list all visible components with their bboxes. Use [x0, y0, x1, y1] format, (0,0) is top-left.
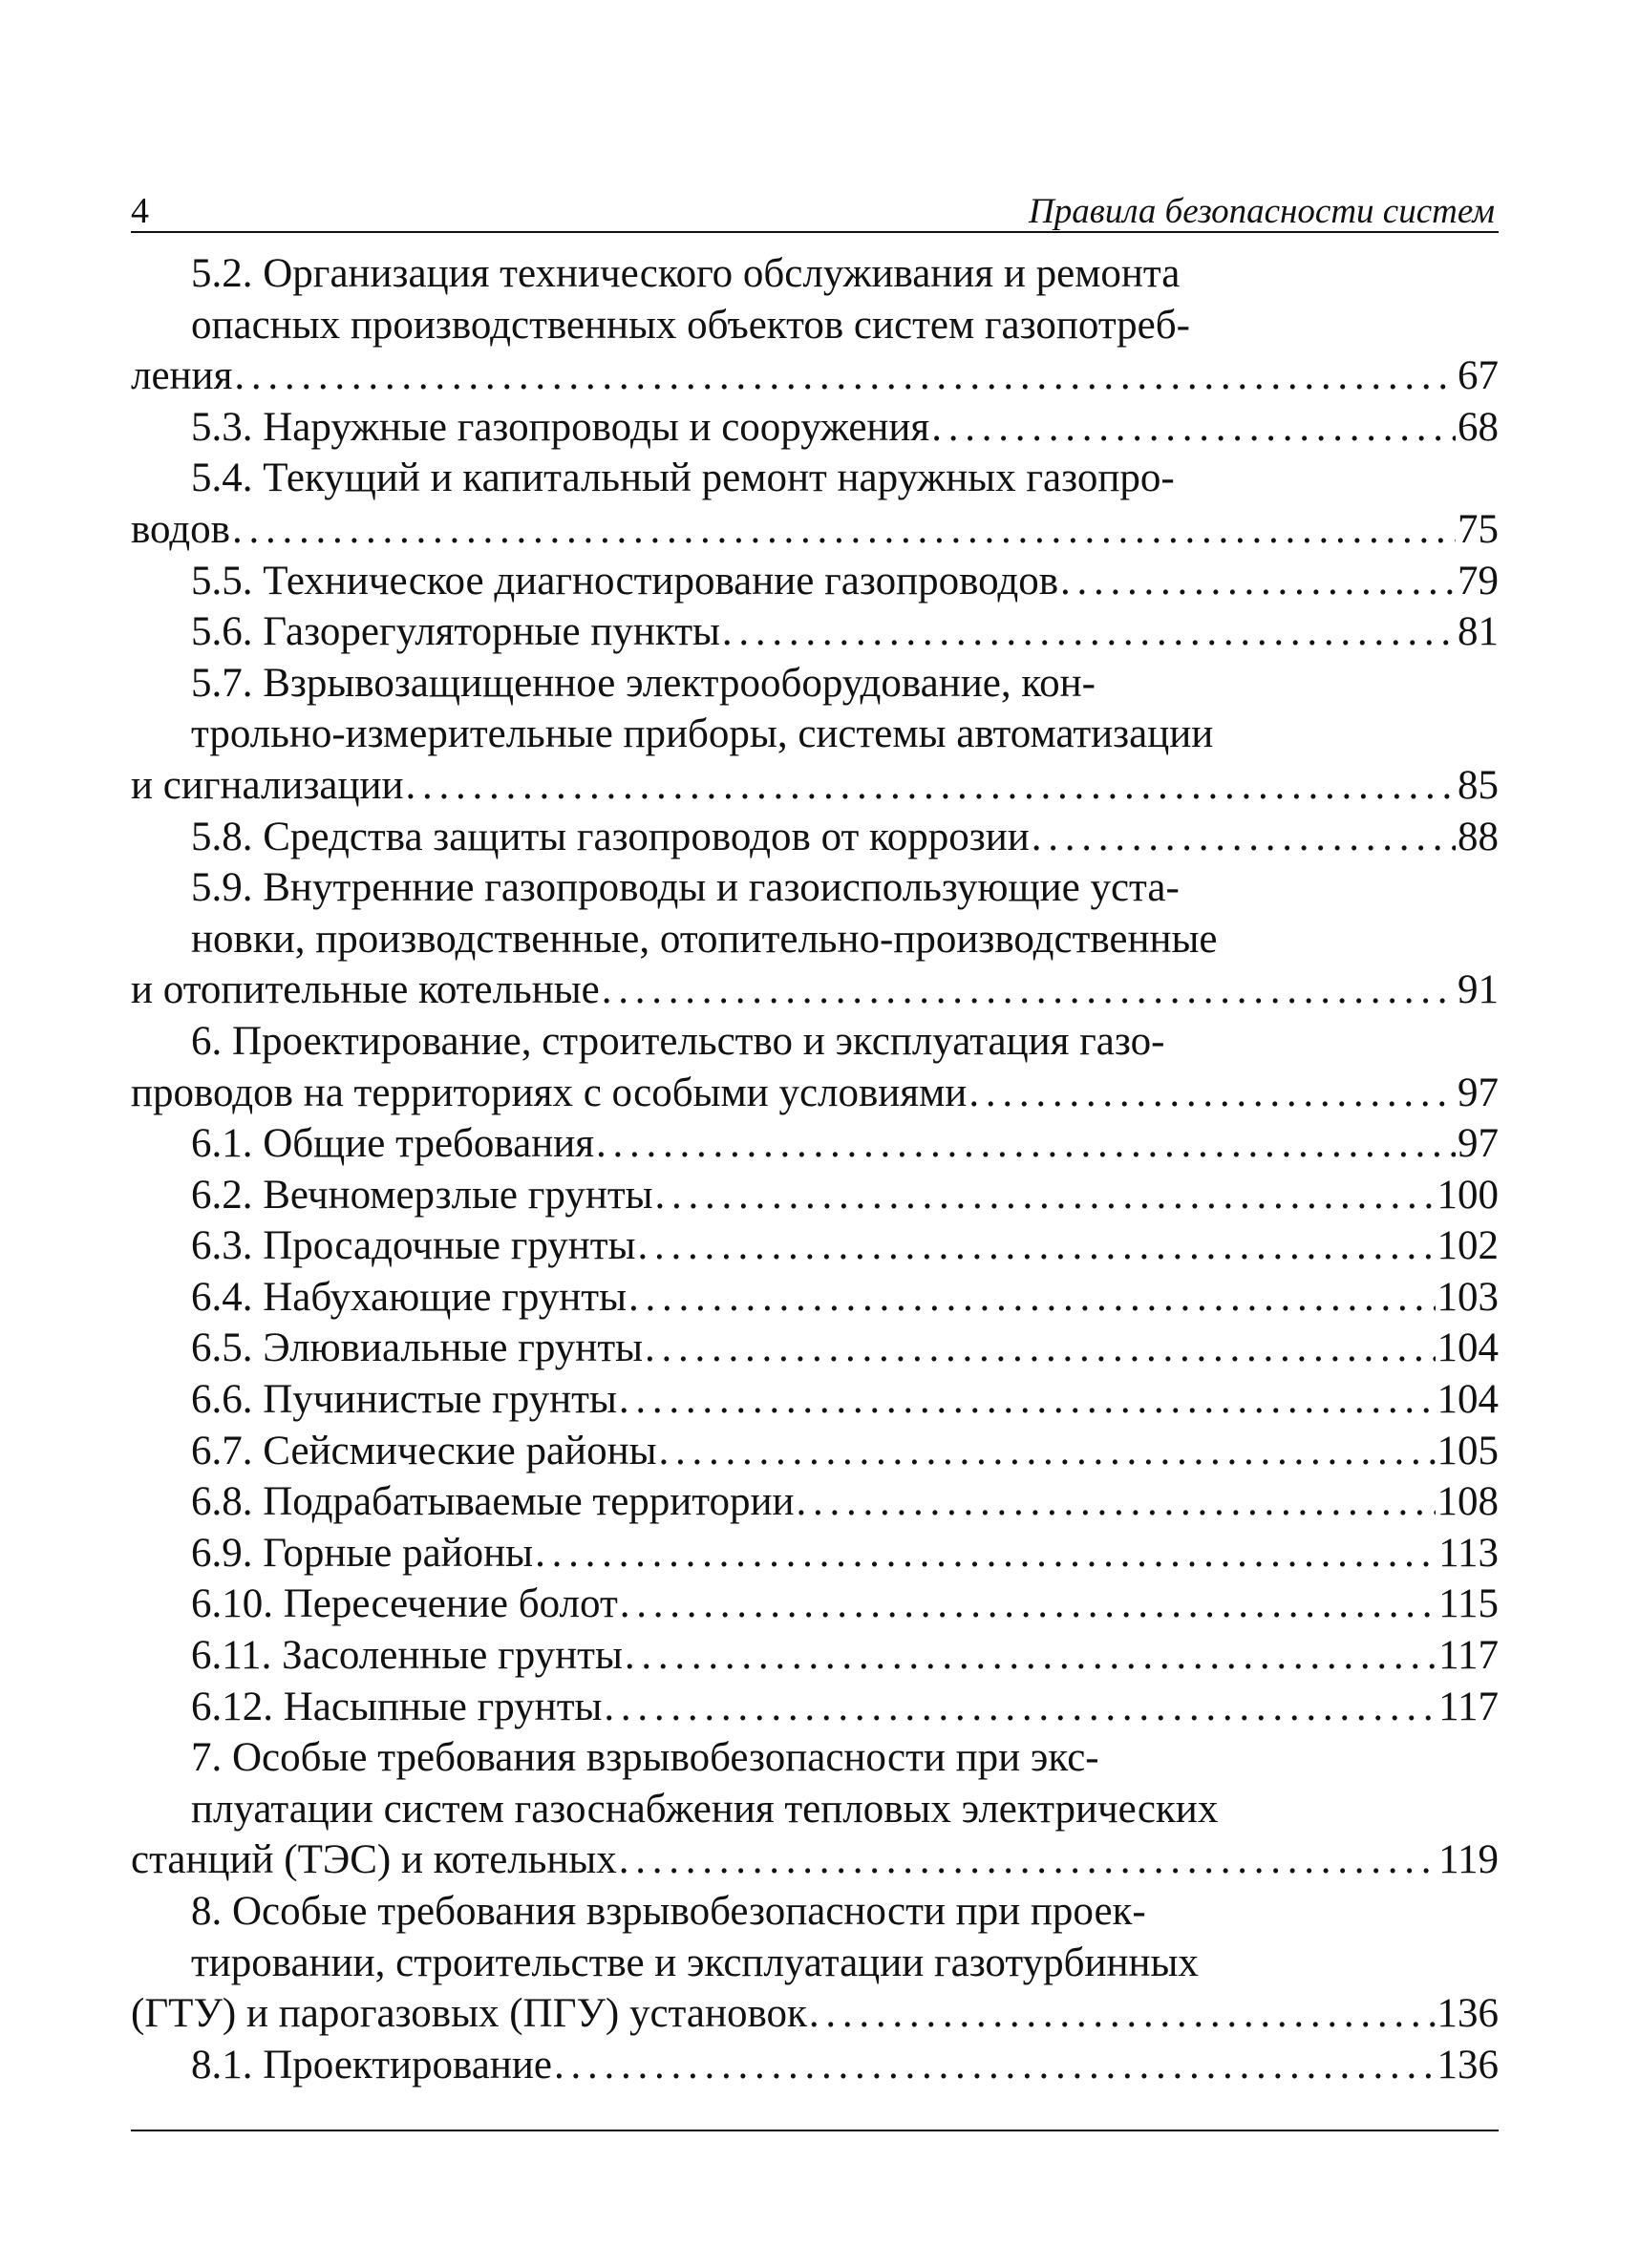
toc-page-number: 75	[1458, 506, 1499, 552]
toc-entry-title: 6.7. Сейсмические районы	[191, 1428, 657, 1473]
toc-page-number: 85	[1458, 762, 1499, 808]
dot-leader	[1060, 556, 1456, 607]
dot-leader	[809, 1988, 1436, 2040]
dot-leader	[797, 1476, 1436, 1528]
toc-entry-title: 5.3. Наружные газопроводы и сооружения	[191, 404, 930, 450]
toc-entry[interactable]	[131, 1426, 1499, 1477]
toc-entry-line: 5.9. Внутренние газопроводы и газоиспользующие уста-	[191, 865, 1180, 911]
toc-page-number: 104	[1437, 1377, 1499, 1423]
toc-entry-title: ления	[131, 353, 233, 399]
toc-entry-line: новки, производственные, отопительно-производственные	[191, 916, 1218, 962]
dot-leader	[232, 504, 1456, 556]
toc-entry-line: тировании, строительстве и эксплуатации газотурбинных	[191, 1939, 1199, 1985]
toc-entry-title: проводов на территориях с особыми условиями	[131, 1070, 968, 1115]
toc-entry[interactable]	[131, 1118, 1499, 1170]
toc-page-number: 115	[1438, 1581, 1499, 1627]
toc-entry[interactable]	[131, 1579, 1499, 1630]
toc-entry-line: 6. Проектирование, строительство и эксплуатация газо-	[191, 1018, 1165, 1064]
toc-entry-title: 5.6. Газорегуляторные пункты	[191, 609, 720, 655]
toc-entry-title: и сигнализации	[131, 762, 404, 808]
toc-page-number: 119	[1438, 1837, 1499, 1883]
toc-entry[interactable]	[131, 1272, 1499, 1324]
dot-leader	[931, 402, 1456, 454]
dot-leader	[722, 606, 1456, 658]
toc-entry-title: 6.3. Просадочные грунты	[191, 1223, 636, 1269]
toc-entry-line: 8. Особые требования взрывобезопасности при проек-	[191, 1889, 1146, 1934]
toc-entry-title: 5.8. Средства защиты газопроводов от коррозии	[191, 814, 1030, 859]
toc-entry[interactable]	[131, 1016, 1499, 1118]
toc-entry[interactable]	[131, 1528, 1499, 1579]
toc-entry-line: трольно-измерительные приборы, системы автоматизации	[191, 711, 1214, 757]
running-header	[131, 181, 1499, 233]
toc-page-number: 108	[1437, 1479, 1499, 1525]
dot-leader	[619, 1374, 1436, 1426]
toc-entry-title: водов	[131, 506, 230, 552]
toc-entry[interactable]	[131, 1630, 1499, 1682]
book-page	[131, 181, 1499, 2090]
toc-page-number: 68	[1458, 404, 1499, 450]
toc-entry[interactable]	[131, 862, 1499, 1016]
toc-entry-title: станций (ТЭС) и котельных	[131, 1837, 617, 1883]
toc-entry[interactable]	[131, 812, 1499, 863]
toc-entry-line: 5.2. Организация технического обслуживания и ремонта	[191, 251, 1181, 296]
toc-entry[interactable]	[131, 1682, 1499, 1733]
toc-entry[interactable]	[131, 1220, 1499, 1272]
toc-entry-title: (ГТУ) и парогазовых (ПГУ) установок	[131, 1991, 807, 2037]
dot-leader	[1032, 812, 1456, 863]
toc-entry[interactable]	[131, 1732, 1499, 1886]
toc-entry-title: 6.11. Засоленные грунты	[191, 1633, 623, 1679]
bottom-rule	[131, 2130, 1499, 2131]
toc-entry[interactable]	[131, 402, 1499, 454]
dot-leader	[596, 1118, 1456, 1170]
page-number: 4	[131, 191, 149, 231]
toc-entry-line: 7. Особые требования взрывобезопасности при экс-	[191, 1735, 1099, 1781]
toc-entry[interactable]	[131, 248, 1499, 402]
toc-page-number: 105	[1437, 1428, 1499, 1473]
toc-entry[interactable]	[131, 1323, 1499, 1374]
toc-page-number: 81	[1458, 609, 1499, 655]
toc-entry-title: 5.5. Техническое диагностирование газопроводов	[191, 558, 1059, 604]
toc-entry-title: 6.10. Пересечение болот	[191, 1581, 618, 1627]
dot-leader	[554, 2040, 1436, 2091]
toc-entry[interactable]	[131, 1170, 1499, 1221]
toc-entry-title: и отопительные котельные	[131, 967, 600, 1013]
toc-page-number: 100	[1437, 1172, 1499, 1218]
toc-page-number: 91	[1458, 967, 1499, 1013]
toc-page-number: 117	[1438, 1633, 1499, 1679]
toc-entry[interactable]	[131, 453, 1499, 555]
toc-page-number: 117	[1438, 1684, 1499, 1729]
toc-page-number: 102	[1437, 1223, 1499, 1269]
toc-entry-title: 6.2. Вечномерзлые грунты	[191, 1172, 653, 1218]
toc-entry[interactable]	[131, 658, 1499, 812]
toc-entry-title: 8.1. Проектирование	[191, 2042, 552, 2088]
dot-leader	[645, 1323, 1436, 1374]
toc-page-number: 136	[1437, 2042, 1499, 2088]
toc-entry-title: 6.12. Насыпные грунты	[191, 1684, 603, 1729]
dot-leader	[406, 760, 1456, 812]
toc-entry-title: 6.9. Горные районы	[191, 1530, 534, 1576]
toc-page-number: 113	[1438, 1530, 1499, 1576]
toc-page-number: 136	[1437, 1991, 1499, 2037]
toc-page-number: 104	[1437, 1325, 1499, 1371]
toc-entry-line: плуатации систем газоснабжения тепловых электрических	[191, 1786, 1219, 1832]
table-of-contents	[131, 248, 1499, 2090]
toc-page-number: 88	[1458, 814, 1499, 859]
dot-leader	[535, 1528, 1437, 1579]
dot-leader	[620, 1579, 1437, 1630]
toc-entry[interactable]	[131, 2040, 1499, 2091]
dot-leader	[637, 1220, 1435, 1272]
toc-page-number: 79	[1458, 558, 1499, 604]
toc-entry[interactable]	[131, 1886, 1499, 2040]
toc-entry-title: 6.5. Элювиальные грунты	[191, 1325, 643, 1371]
running-title: Правила безопасности систем	[1029, 192, 1495, 231]
toc-entry[interactable]	[131, 556, 1499, 607]
dot-leader	[968, 1068, 1456, 1119]
toc-page-number: 97	[1458, 1121, 1499, 1167]
toc-entry-title: 6.1. Общие требования	[191, 1121, 595, 1167]
dot-leader	[658, 1426, 1435, 1477]
dot-leader	[619, 1834, 1437, 1886]
toc-entry[interactable]	[131, 1476, 1499, 1528]
dot-leader	[602, 964, 1456, 1016]
dot-leader	[604, 1682, 1437, 1733]
toc-entry[interactable]	[131, 606, 1499, 658]
toc-entry-title: 6.4. Набухающие грунты	[191, 1274, 627, 1320]
toc-page-number: 67	[1458, 353, 1499, 399]
toc-entry-title: 6.8. Подрабатываемые территории	[191, 1479, 795, 1525]
toc-page-number: 103	[1437, 1274, 1499, 1320]
dot-leader	[234, 350, 1456, 402]
dot-leader	[628, 1272, 1436, 1324]
toc-entry-line: 5.7. Взрывозащищенное электрооборудование, кон-	[191, 660, 1096, 706]
toc-page-number: 97	[1458, 1070, 1499, 1115]
dot-leader	[655, 1170, 1436, 1221]
toc-entry-line: опасных производственных объектов систем газопотреб-	[191, 302, 1190, 348]
dot-leader	[625, 1630, 1437, 1682]
toc-entry[interactable]	[131, 1374, 1499, 1426]
toc-entry-line: 5.4. Текущий и капитальный ремонт наружных газопро-	[191, 456, 1175, 501]
toc-entry-title: 6.6. Пучинистые грунты	[191, 1377, 617, 1423]
